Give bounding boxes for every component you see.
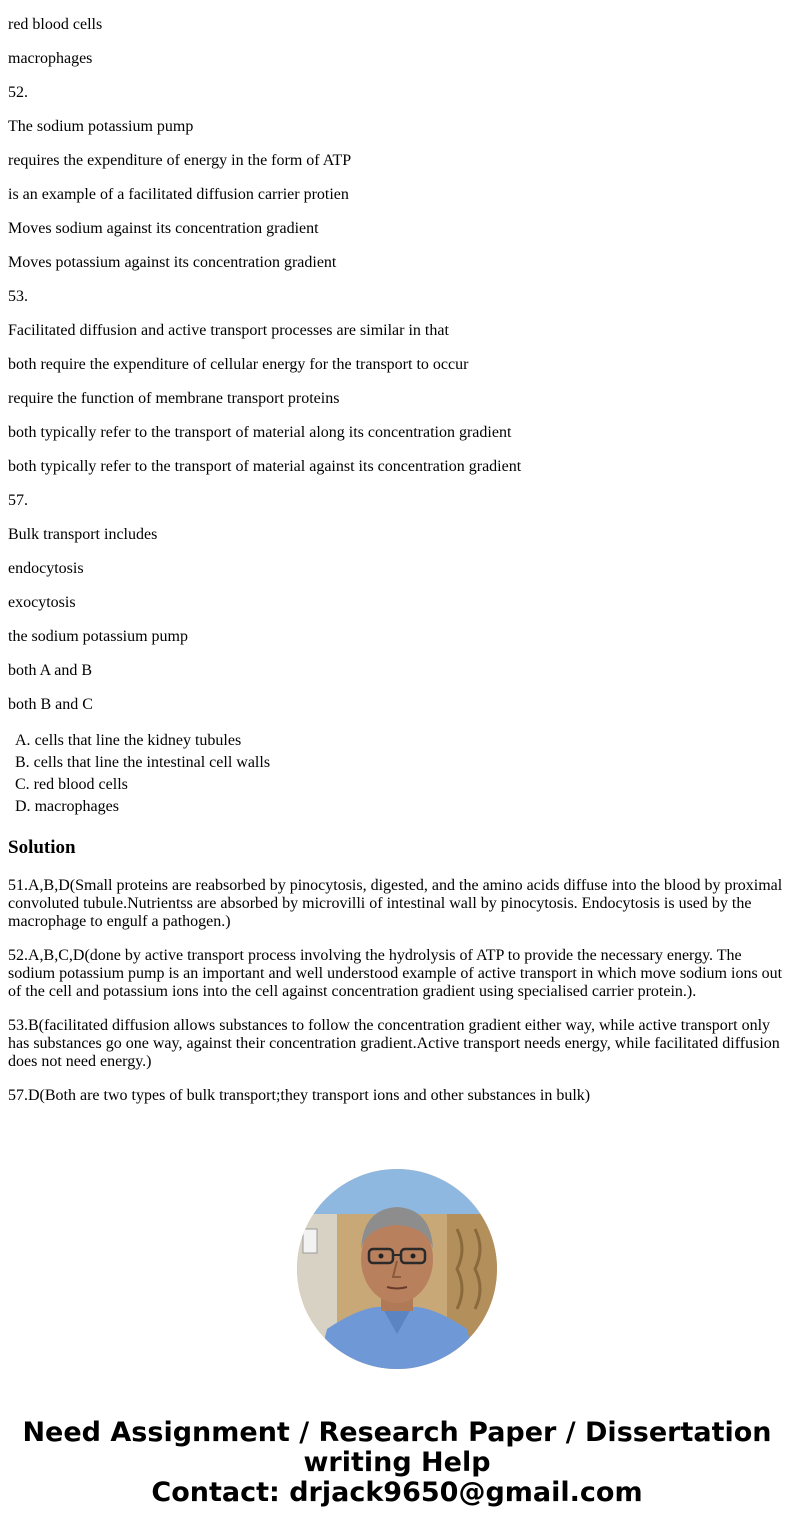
option-text: requires the expenditure of energy in the form of ATP	[8, 152, 352, 169]
option-text: macrophages	[8, 50, 93, 67]
solution-paragraph: 53.B(facilitated diffusion allows substances to follow the concentration gradient either way, while active transport only has substances go one way, against their concentration gradient.Active transport needs energy, while facilitated diffusion does not need energy.)	[8, 1017, 780, 1070]
option-letter: B.	[15, 754, 30, 771]
option-text: is an example of a facilitated diffusion carrier protien	[8, 186, 349, 203]
option-text: the sodium potassium pump	[8, 628, 188, 645]
author-portrait-image	[297, 1169, 497, 1369]
question-52	[8, 84, 786, 272]
option-text: Moves sodium against its concentration gradient	[8, 220, 319, 237]
option-text: both require the expenditure of cellular energy for the transport to occur	[8, 356, 469, 373]
list-item	[15, 774, 786, 796]
solution-paragraph: 57.D(Both are two types of bulk transport;they transport ions and other substances in bulk)	[8, 1087, 591, 1104]
list-item	[15, 730, 786, 752]
option-text: both typically refer to the transport of material against its concentration gradient	[8, 458, 522, 475]
option-text: both B and C	[8, 696, 93, 713]
lettered-options-list	[8, 730, 786, 818]
question-prompt: Bulk transport includes	[8, 526, 158, 543]
option-text: macrophages	[34, 798, 119, 815]
question-prompt: Facilitated diffusion and active transport processes are similar in that	[8, 322, 449, 339]
question-57	[8, 492, 786, 714]
footer-line: writing Help	[303, 1447, 491, 1478]
option-letter: C.	[15, 776, 30, 793]
option-text: endocytosis	[8, 560, 84, 577]
list-item	[15, 752, 786, 774]
option-text: cells that line the intestinal cell walls	[33, 754, 271, 771]
contact-email: Contact: drjack9650@gmail.com	[151, 1477, 643, 1508]
document-body	[0, 16, 794, 1105]
option-text: cells that line the kidney tubules	[34, 732, 242, 749]
question-number: 52.	[8, 84, 28, 101]
option-letter: D.	[15, 798, 31, 815]
footer-line: Need Assignment / Research Paper / Dissertation	[22, 1417, 772, 1448]
option-text: red blood cells	[8, 16, 103, 33]
option-text: require the function of membrane transport proteins	[8, 390, 340, 407]
author-avatar	[297, 1169, 497, 1369]
option-text: exocytosis	[8, 594, 76, 611]
contact-footer	[0, 1418, 794, 1508]
question-number: 57.	[8, 492, 28, 509]
option-text: both typically refer to the transport of material along its concentration gradient	[8, 424, 512, 441]
question-prompt: The sodium potassium pump	[8, 118, 194, 135]
solution-paragraph: 52.A,B,C,D(done by active transport process involving the hydrolysis of ATP to provide the necessary energy. The sodium potassium pump is an important and well understood example of active transport in which move sodium ions out of the cell and potassium ions into the cell against concentration gradient using specialised carrier protein.).	[8, 947, 783, 1000]
solution-heading: Solution	[8, 837, 76, 858]
list-item	[15, 796, 786, 818]
question-53	[8, 288, 786, 476]
question-number: 53.	[8, 288, 28, 305]
option-text: red blood cells	[33, 776, 128, 793]
option-text: Moves potassium against its concentration gradient	[8, 254, 337, 271]
option-letter: A.	[15, 732, 31, 749]
option-text: both A and B	[8, 662, 93, 679]
solution-paragraph: 51.A,B,D(Small proteins are reabsorbed by pinocytosis, digested, and the amino acids diffuse into the blood by proximal convoluted tubule.Nutrientss are absorbed by microvilli of intestinal wall by pinocytosis. Endocytosis is used by the macrophage to engulf a pathogen.)	[8, 877, 783, 930]
